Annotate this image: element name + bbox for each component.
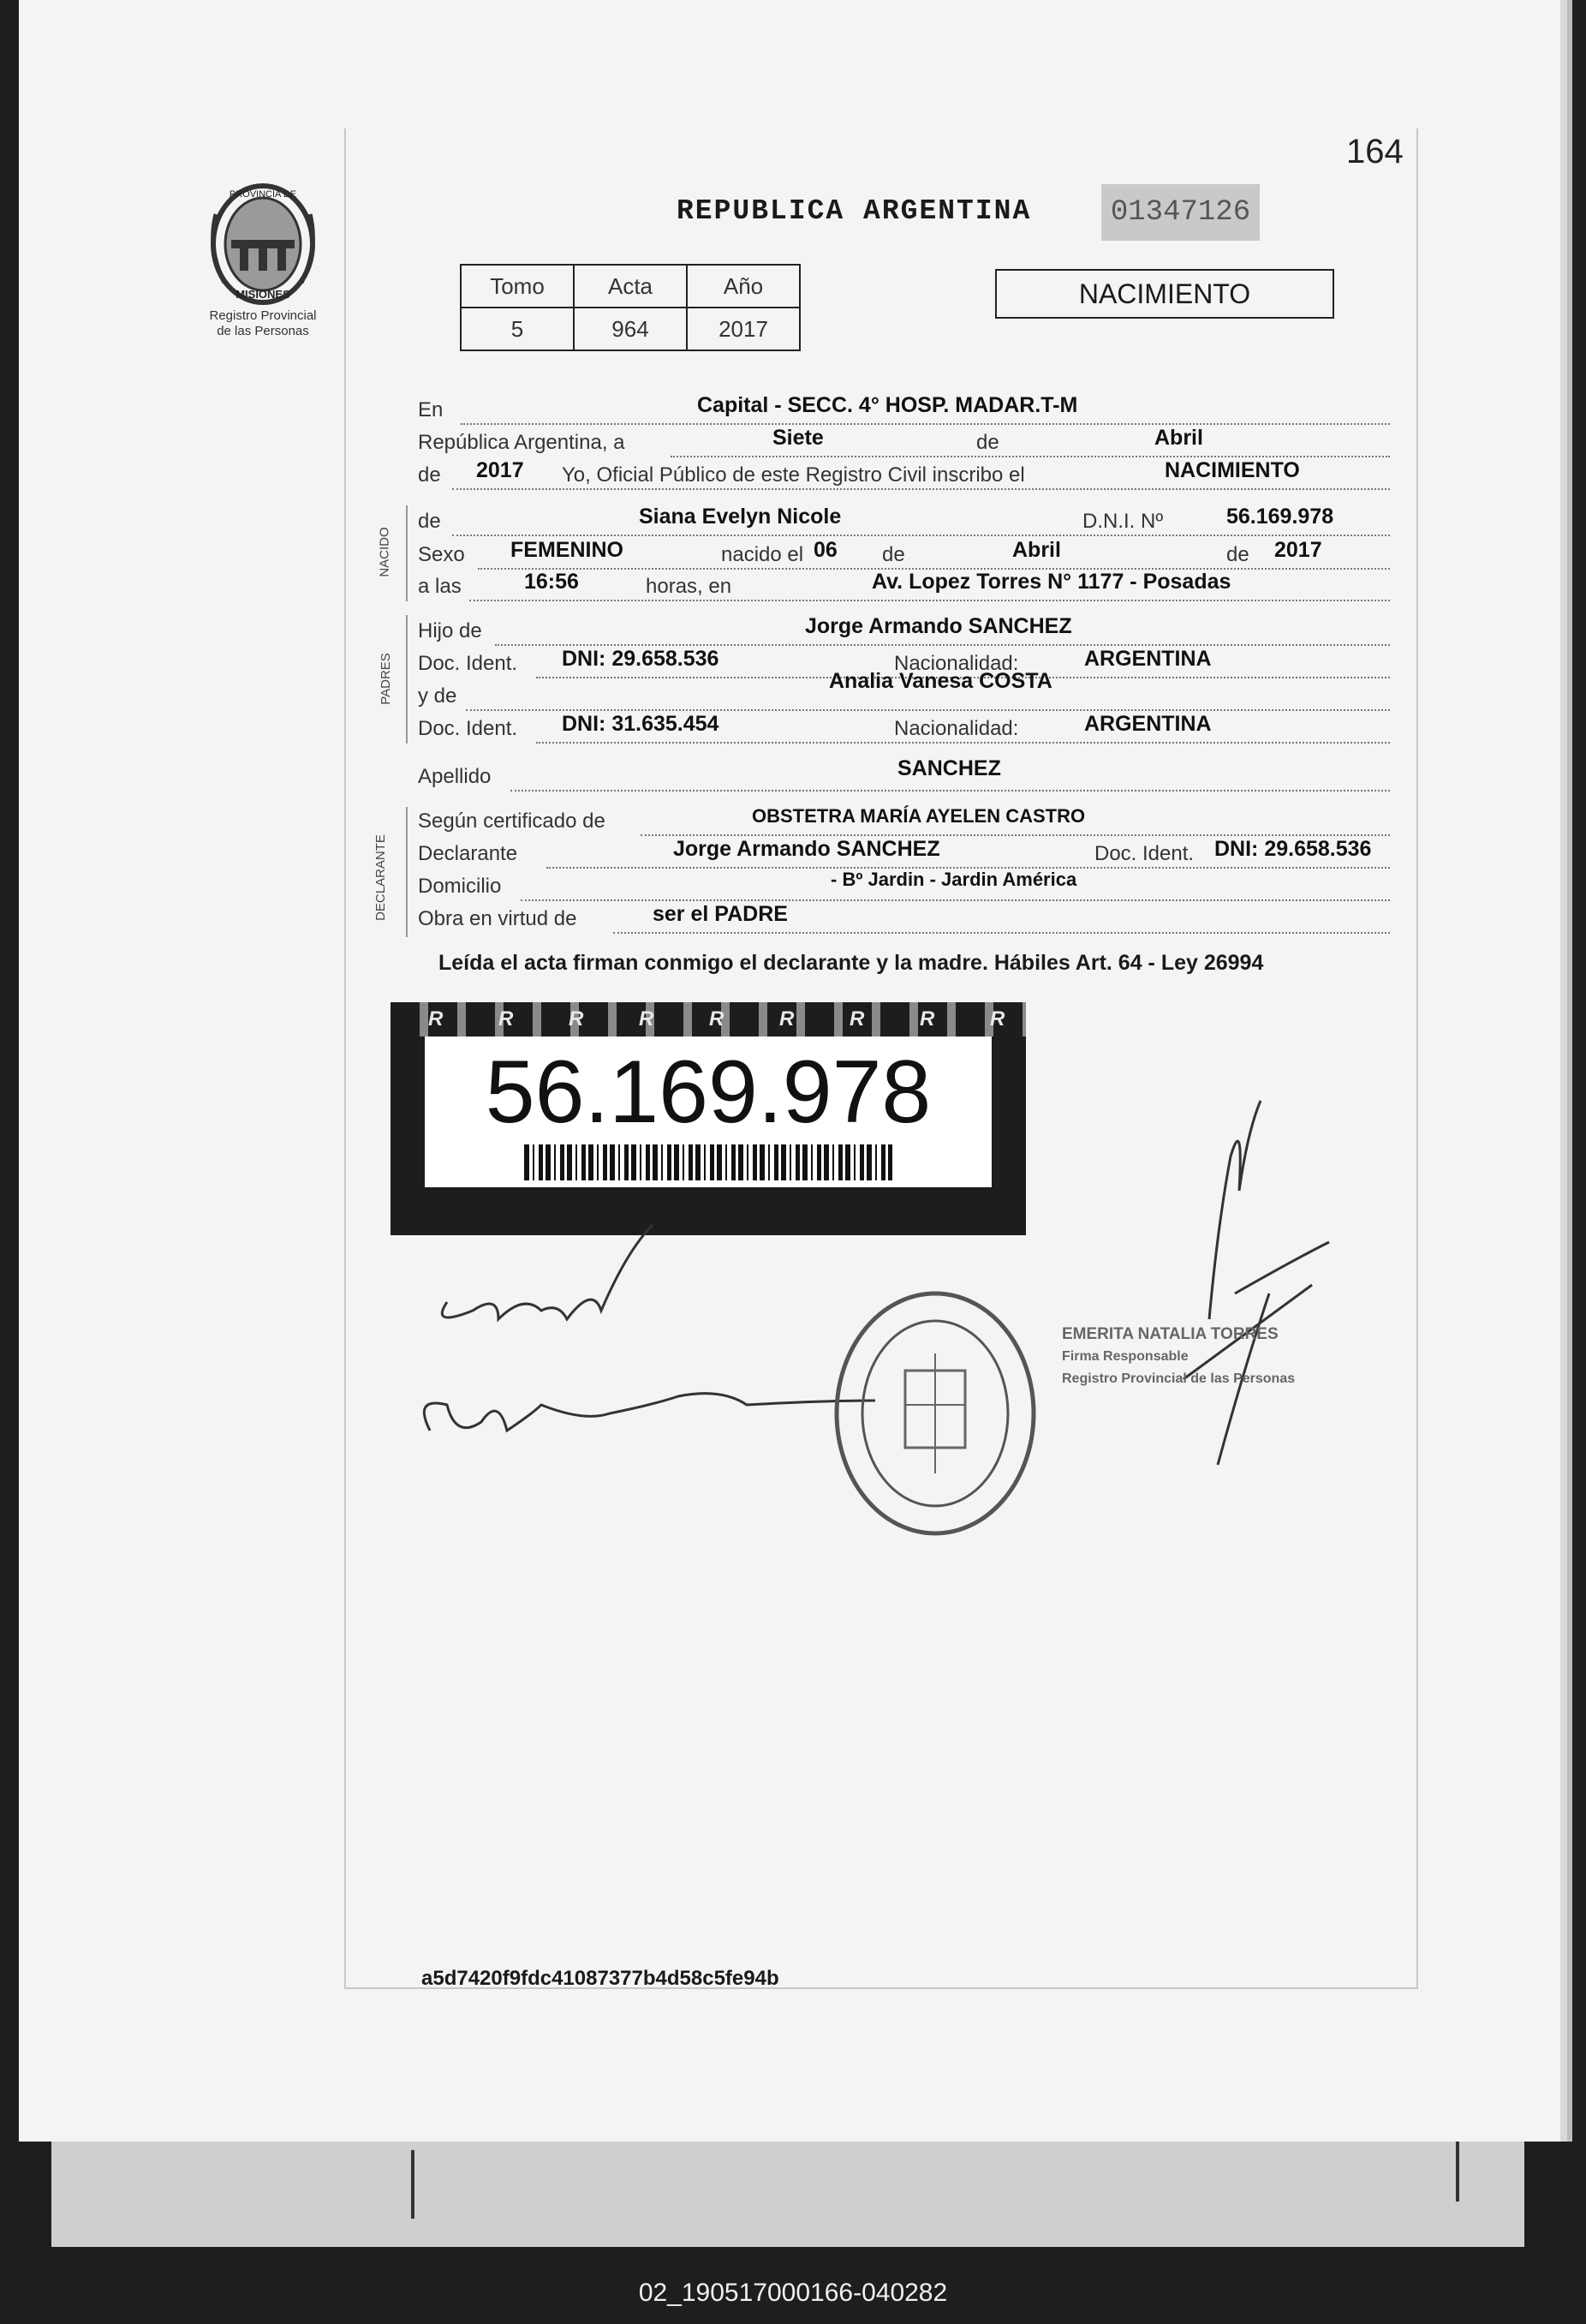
birth-month-value: Abril — [1012, 538, 1061, 562]
official-role: Firma Responsable — [1062, 1349, 1189, 1364]
signature-official — [1184, 1101, 1329, 1465]
act-line-year — [418, 459, 1390, 490]
sticker-r-mark: R — [709, 1007, 724, 1031]
de2-label: de — [418, 463, 441, 487]
doc-ident-label: Doc. Ident. — [418, 717, 518, 740]
acta-header: Acta — [574, 265, 687, 308]
dni-label: D.N.I. Nº — [1082, 510, 1164, 533]
day-words-value: Siete — [772, 426, 824, 450]
back-sheet — [51, 2133, 1524, 2247]
act-line-date — [418, 427, 1390, 457]
father-nationality-value: ARGENTINA — [1084, 647, 1212, 671]
de-label: de — [418, 510, 441, 533]
obra-value: ser el PADRE — [653, 902, 788, 926]
declarante-name-value: Jorge Armando SANCHEZ — [673, 837, 940, 861]
sticker-r-mark: R — [428, 1007, 444, 1031]
father-name-value: Jorge Armando SANCHEZ — [805, 614, 1072, 638]
birth-address-value: Av. Lopez Torres N° 1177 - Posadas — [872, 570, 1231, 594]
scan-filename: 02_190517000166-040282 — [638, 2279, 948, 2307]
place-value: Capital - SECC. 4° HOSP. MADAR.T-M — [697, 393, 1078, 417]
sticker-dni-number: 56.169.978 — [485, 1043, 932, 1142]
section-divider — [406, 505, 408, 601]
doc-ident-label: Doc. Ident. — [418, 652, 518, 675]
padres-line-mother-doc — [418, 713, 1390, 744]
official-office: Registro Provincial de las Personas — [1062, 1371, 1296, 1386]
signature-father — [442, 1225, 653, 1319]
republica-label: República Argentina, a — [418, 431, 625, 454]
yo-label: Yo, Oficial Público de este Registro Civil inscribo el — [562, 463, 1025, 487]
mother-nationality-value: ARGENTINA — [1084, 712, 1212, 736]
de-label: de — [976, 431, 999, 454]
anio-header: Año — [687, 265, 800, 308]
sticker-r-mark: R — [569, 1007, 584, 1031]
coat-of-arms-icon — [199, 180, 327, 308]
section-divider — [406, 615, 408, 744]
declarante-doc-value: DNI: 29.658.536 — [1214, 837, 1372, 861]
apellido-value: SANCHEZ — [897, 756, 1001, 780]
legal-text: Leída el acta firman conmigo el declarante y la madre. Hábiles Art. 64 - Ley 26994 — [438, 951, 1264, 975]
sticker-r-mark: R — [850, 1007, 865, 1031]
nacionalidad-label: Nacionalidad: — [894, 717, 1019, 740]
anio-value: 2017 — [687, 308, 800, 350]
padres-line-father — [418, 615, 1390, 646]
logo-caption: de las Personas — [217, 324, 309, 338]
de-label: de — [1226, 543, 1249, 566]
yde-label: y de — [418, 684, 457, 708]
horas-label: horas, en — [646, 575, 732, 598]
padres-tab: PADRES — [378, 653, 393, 705]
obra-label: Obra en virtud de — [418, 907, 577, 930]
child-dni-value: 56.169.978 — [1226, 505, 1334, 529]
en-label: En — [418, 398, 444, 421]
year-value: 2017 — [476, 458, 524, 482]
apellido-line — [418, 756, 1390, 792]
sticker-r-mark: R — [779, 1007, 795, 1031]
sticker-r-mark: R — [498, 1007, 514, 1031]
logo-caption: Registro Provincial — [209, 308, 317, 323]
declarante-line-cert — [418, 805, 1390, 836]
certificado-value: OBSTETRA MARÍA AYELEN CASTRO — [752, 805, 1086, 827]
nacionalidad-label: Nacionalidad: — [894, 652, 1019, 675]
domicilio-value: - Bº Jardin - Jardin América — [831, 869, 1077, 890]
doc-ident-label: Doc. Ident. — [1094, 842, 1195, 865]
nacido-line-birth — [418, 539, 1390, 570]
document-page — [19, 0, 1560, 2142]
father-doc-value: DNI: 29.658.536 — [562, 647, 719, 671]
nacido-line-name — [418, 505, 1390, 536]
serial-number: 01347126 — [1101, 184, 1260, 241]
sticker-r-mark: R — [920, 1007, 935, 1031]
declarante-line-name — [418, 838, 1390, 869]
document-hash: a5d7420f9fdc41087377b4d58c5fe94b — [421, 1967, 779, 1990]
de-label: de — [882, 543, 905, 566]
nacido-line-place — [418, 571, 1390, 601]
registry-table — [460, 264, 801, 351]
sticker-r-mark: R — [639, 1007, 654, 1031]
apellido-label: Apellido — [418, 765, 492, 788]
birth-year-value: 2017 — [1274, 538, 1322, 562]
declarante-line-obra — [418, 903, 1390, 934]
registry-logo — [177, 180, 349, 339]
time-value: 16:56 — [524, 570, 579, 594]
record-type-box: NACIMIENTO — [995, 269, 1334, 319]
signature-mother — [424, 1394, 875, 1431]
svg-text:MISIONES: MISIONES — [236, 288, 290, 301]
mother-name-value: Analia Vanesa COSTA — [829, 669, 1052, 693]
inscribe-value: NACIMIENTO — [1165, 458, 1300, 482]
section-divider — [406, 807, 408, 937]
act-line-place — [418, 394, 1390, 425]
alas-label: a las — [418, 575, 462, 598]
page-number: 164 — [1346, 133, 1404, 170]
padres-line-mother — [418, 669, 1390, 711]
declarante-tab: DECLARANTE — [373, 834, 388, 921]
tomo-header: Tomo — [461, 265, 574, 308]
document-title: REPUBLICA ARGENTINA — [677, 195, 1032, 227]
declarante-label: Declarante — [418, 842, 518, 865]
sticker-r-mark: R — [990, 1007, 1005, 1031]
acta-value: 964 — [574, 308, 687, 350]
month-value: Abril — [1154, 426, 1203, 450]
domicilio-label: Domicilio — [418, 875, 502, 898]
child-name-value: Siana Evelyn Nicole — [639, 505, 842, 529]
hijo-label: Hijo de — [418, 619, 482, 642]
official-seal-icon — [837, 1293, 1034, 1533]
official-name: EMERITA NATALIA TORRES — [1062, 1325, 1279, 1343]
birth-day-value: 06 — [814, 538, 838, 562]
mother-doc-value: DNI: 31.635.454 — [562, 712, 719, 736]
svg-text:PROVINCIA DE: PROVINCIA DE — [229, 189, 297, 200]
nacido-tab: NACIDO — [377, 527, 392, 577]
back-sheet-rule — [1456, 2142, 1459, 2202]
back-sheet-rule — [411, 2150, 414, 2219]
tomo-value: 5 — [461, 308, 574, 350]
certificado-label: Según certificado de — [418, 810, 605, 833]
official-stamp — [1062, 1323, 1295, 1390]
sexo-label: Sexo — [418, 543, 465, 566]
sexo-value: FEMENINO — [510, 538, 623, 562]
nacido-label: nacido el — [721, 543, 804, 566]
declarante-line-domicilio — [418, 870, 1390, 901]
